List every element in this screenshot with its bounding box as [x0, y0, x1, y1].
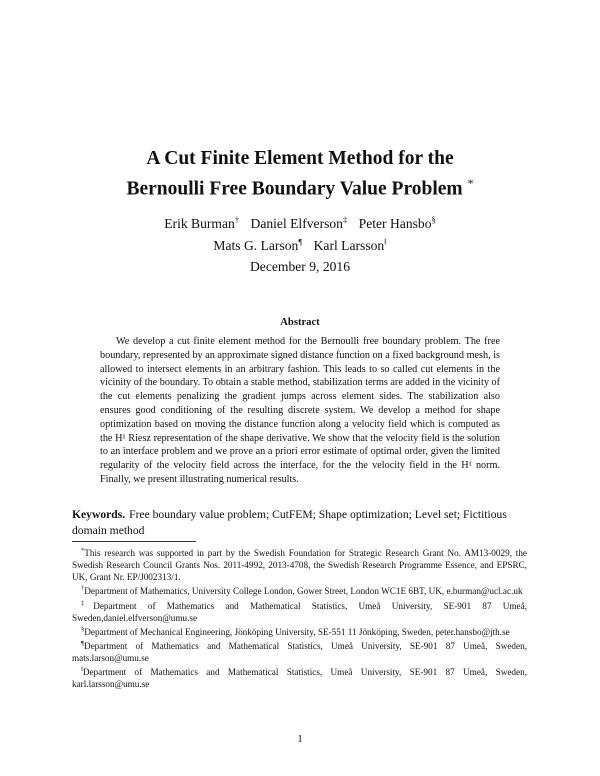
footnote-text: Department of Mechanical Engineering, Jönköping University, SE-551 11 Jönköping, Sweden, peter.hansbo@jth.se [84, 626, 510, 637]
author-mark: ¶ [298, 236, 303, 247]
footnote-larsson [72, 664, 527, 690]
paper-date: December 9, 2016 [249, 259, 351, 274]
footnotes [72, 545, 527, 690]
keywords [72, 507, 527, 538]
author-name: Mats G. Larson [213, 238, 299, 254]
footnote-mark: ‡ [81, 599, 94, 607]
author-name: Karl Larsson [313, 238, 385, 254]
footnote-divider [72, 541, 196, 542]
footnote-text: Department of Mathematics, University College London, Gower Street, London WC1E 6BT, UK, e.burman@ucl.ac.uk [84, 586, 523, 597]
author-mark: ‖ [384, 236, 387, 247]
author-name: Peter Hansbo [358, 215, 432, 231]
footnote-funding [72, 545, 527, 583]
keywords-text: Free boundary value problem; CutFEM; Shape optimization; Level set; Fictitious domain method [72, 508, 507, 537]
footnote-text: Department of Mathematics and Mathematical Statistics, Umeå University, SE-901 87 Umeå, Sweden, mats.larson@umu.se [72, 640, 527, 664]
author-daniel-elfverson [251, 216, 348, 231]
footnote-elfverson [72, 598, 527, 624]
abstract-heading: Abstract [280, 317, 320, 328]
footnote-mark: § [81, 625, 85, 633]
author-line-2 [0, 233, 600, 256]
keywords-label: Keywords. [72, 508, 126, 521]
author-mark: ‡ [342, 214, 348, 224]
footnote-mark: * [81, 547, 85, 554]
footnote-burman [72, 583, 527, 597]
page-number: 1 [297, 733, 303, 745]
paper-title [0, 146, 600, 202]
author-line-1 [0, 210, 600, 233]
author-mark: § [431, 214, 436, 224]
author-mats-larson [213, 238, 302, 253]
author-name: Daniel Elfverson [250, 215, 343, 231]
abstract-text: We develop a cut finite element method for the Bernoulli free boundary problem. The free boundary, represented by an approximate signed distance function on a fixed background mesh, is allowed to intersect elements in an arbitrary fashion. This leads to so called cut elements in the vicinity of the boundary. To obtain a stable method, stabilization terms are added in the vicinity of the cut elements penalizing the gradient jumps across element sides. The stabilization also ensures good conditioning of the resulting discrete system. We develop a method for shape optimization based on moving the distance function along a velocity field which is computed as the H¹ Riesz representation of the shape derivative. We show that the velocity field is the solution to an interface problem and we prove an a priori error estimate of optimal order, given the limited regularity of the velocity field across the interface, for the the velocity field in the H¹ norm. Finally, we present illustrating numerical results. [100, 336, 500, 485]
footnote-larson [72, 638, 527, 664]
footnote-text: Department of Mathematics and Mathematical Statistics, Umeå University, SE-901 87 Umeå, Sweden,daniel.elfverson@umu.se [72, 600, 527, 623]
title-footnote-mark: * [467, 176, 474, 190]
author-karl-larsson [314, 238, 387, 253]
footnote-mark: † [81, 585, 85, 593]
footnote-text: Department of Mathematics and Mathematical Statistics, Umeå University, SE-901 87 Umeå, Sweden, karl.larsson@umu.se [72, 667, 527, 690]
author-list [0, 210, 600, 255]
footnote-text: This research was supported in part by the Swedish Foundation for Strategic Research Grant No. AM13-0029, the Swedish Research Council Grants Nos. 2011-4992, 2013-4708, the Swedish Research Programme Essence, and EPSRC, UK, Grant Nr. EP/J002313/1. [72, 548, 527, 583]
author-erik-burman [164, 216, 239, 231]
author-peter-hansbo [359, 216, 436, 231]
title-line-2 [0, 171, 600, 202]
title-line-1: A Cut Finite Element Method for the [146, 148, 454, 169]
author-mark: † [234, 214, 240, 224]
author-name: Erik Burman [164, 215, 235, 231]
footnote-mark: ‖ [81, 666, 83, 674]
footnote-hansbo [72, 624, 527, 638]
title-line-2-text: Bernoulli Free Boundary Value Problem [126, 178, 463, 200]
footnote-mark: ¶ [81, 639, 84, 647]
